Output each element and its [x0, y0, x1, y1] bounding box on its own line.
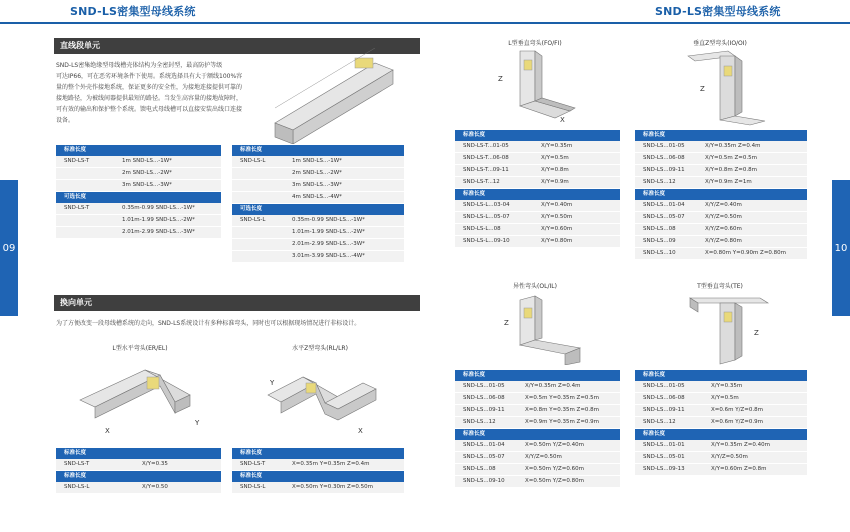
table-cell-model: SND-LS...12 — [643, 179, 676, 185]
caption-special-bend: 异性弯头(OL/IL) — [513, 283, 557, 290]
table-header: 标准长度 — [56, 448, 221, 459]
z-vertical-bend-illustration — [680, 46, 770, 126]
table-cell-size: X/Y/Z=0.50m — [525, 454, 562, 460]
table-cell-model: SND-LS...01-04 — [463, 442, 505, 448]
svg-text:Z: Z — [504, 319, 509, 327]
table-header: 可选长度 — [56, 192, 221, 203]
table-row — [455, 381, 620, 393]
table-row — [635, 381, 807, 393]
special-bend-illustration — [500, 290, 600, 365]
table-row — [232, 482, 404, 494]
table-cell-size: X=0.50m Y/Z=0.40m — [525, 442, 584, 448]
table-cell-size: X=0.50m Y/Z=0.60m — [525, 466, 584, 472]
t-vertical-bend-table — [635, 370, 807, 476]
z-vertical-bend-table — [635, 130, 807, 260]
table-cell-size: 2.01m-2.99 SND-LS...-3W* — [292, 241, 365, 247]
table-row — [455, 177, 620, 189]
l-vertical-bend-illustration — [490, 46, 580, 124]
table-cell-size: X=0.50m Y/Z=0.80m — [525, 478, 584, 484]
table-header: 标准长度 — [232, 471, 404, 482]
table-row — [455, 236, 620, 248]
table-cell-size: 1.01m-1.99 SND-LS...-2W* — [122, 217, 195, 223]
table-cell-size: X=0.5m Y=0.35m Z=0.5m — [525, 395, 600, 401]
table-cell-size: X/Y=0.50m — [541, 214, 573, 220]
table-row — [232, 239, 404, 251]
table-row — [635, 177, 807, 189]
table-cell-model: SND-LS...12 — [643, 419, 676, 425]
table-cell-size: X/Y=0.35m Z=0.40m — [711, 442, 770, 448]
table-cell-size: 4m SND-LS...-4W* — [292, 194, 342, 200]
table-cell-model — [232, 251, 292, 262]
table-cell-model: SND-LS-T...12 — [463, 179, 500, 185]
table-row — [232, 168, 404, 180]
l-bend-length-table — [56, 448, 221, 494]
table-row — [635, 236, 807, 248]
table-row — [455, 212, 620, 224]
table-cell-model: SND-LS...06-08 — [463, 395, 505, 401]
table-header: 标准长度 — [635, 370, 807, 381]
table-cell-model: SND-LS...10 — [643, 250, 676, 256]
table-header: 标准长度 — [455, 130, 620, 141]
section-title-bend: 换向单元 — [54, 295, 420, 311]
table-row — [455, 153, 620, 165]
table-cell-size: 2m SND-LS...-2W* — [292, 170, 342, 176]
table-cell-model: SND-LS...09-11 — [463, 407, 505, 413]
table-cell-size: X/Y=0.5m — [711, 395, 739, 401]
table-header: 标准长度 — [635, 189, 807, 200]
table-cell-size: 0.35m-0.99 SND-LS...-1W* — [122, 205, 195, 211]
table-cell-size: X=0.6m Y/Z=0.9m — [711, 419, 763, 425]
table-header: 标准长度 — [56, 471, 221, 482]
table-row — [56, 459, 221, 471]
table-row — [635, 153, 807, 165]
left-header-rule — [0, 0, 425, 24]
caption-z-horizontal-bend: 水平Z型弯头(RL/LR) — [292, 345, 348, 352]
table-row — [56, 215, 221, 227]
caption-z-vertical-bend: 垂直Z型弯头(IO/OI) — [693, 40, 747, 47]
table-cell-model: SND-LS...01-05 — [643, 383, 685, 389]
caption-l-vertical-bend: L型垂直弯头(FO/FI) — [508, 40, 562, 47]
table-cell-size: X/Y/Z=0.80m — [705, 238, 742, 244]
table-cell-model: SND-LS-T...06-08 — [463, 155, 509, 161]
table-cell-size: X/Y/Z=0.60m — [705, 226, 742, 232]
table-row — [635, 212, 807, 224]
table-cell-size: X/Y=0.8m Z=0.8m — [705, 167, 757, 173]
table-row — [635, 200, 807, 212]
z-horizontal-bend-illustration — [258, 355, 393, 440]
svg-text:Z: Z — [498, 75, 503, 83]
table-header: 标准长度 — [56, 145, 221, 156]
l-vertical-bend-table — [455, 130, 620, 248]
table-cell-model — [232, 239, 292, 250]
table-cell-model: SND-LS-L — [64, 484, 90, 490]
table-row — [455, 165, 620, 177]
table-cell-size: X/Y=0.40m — [541, 202, 573, 208]
table-cell-model: SND-LS...12 — [463, 419, 496, 425]
right-page — [425, 0, 850, 532]
page-number-tab: 09 — [0, 180, 18, 316]
table-cell-size: X/Y=0.5m — [541, 155, 569, 161]
table-cell-size: X/Y=0.9m — [541, 179, 569, 185]
table-cell-model: SND-LS-T — [240, 461, 266, 467]
table-row — [56, 156, 221, 168]
table-header: 标准长度 — [455, 370, 620, 381]
table-row — [56, 482, 221, 494]
table-cell-model: SND-LS...09-10 — [463, 478, 505, 484]
table-cell-size: X=0.8m Y=0.35m Z=0.8m — [525, 407, 600, 413]
table-cell-model — [56, 215, 122, 226]
table-row — [56, 227, 221, 239]
table-cell-size: 1.01m-1.99 SND-LS...-2W* — [292, 229, 365, 235]
table-cell-model — [232, 168, 292, 179]
table-cell-model — [232, 180, 292, 191]
table-cell-size: X/Y=0.35m — [541, 143, 573, 149]
z-bend-length-table — [232, 448, 404, 494]
table-cell-model — [232, 192, 292, 203]
table-row — [455, 200, 620, 212]
table-row — [455, 464, 620, 476]
table-cell-size: 1m SND-LS...-1W* — [292, 158, 342, 164]
table-cell-size: X/Y=0.60m — [541, 226, 573, 232]
svg-text:Y: Y — [270, 379, 275, 387]
table-cell-model: SND-LS...09 — [643, 238, 676, 244]
table-cell-model — [56, 227, 122, 238]
table-cell-size: X/Y=0.50 — [142, 484, 168, 490]
t-vertical-bend-illustration — [680, 290, 780, 365]
table-cell-size: X=0.50m Y=0.30m Z=0.50m — [292, 484, 374, 490]
table-row — [635, 464, 807, 476]
table-cell-model: SND-LS...08 — [463, 466, 496, 472]
table-header: 标准长度 — [455, 189, 620, 200]
table-cell-size: 3.01m-3.99 SND-LS...-4W* — [292, 253, 365, 259]
straight-busbar-illustration — [265, 48, 405, 144]
table-header: 标准长度 — [455, 429, 620, 440]
table-header: 标准长度 — [635, 429, 807, 440]
table-cell-model: SND-LS-T — [64, 461, 90, 467]
right-header-title: SND-LS密集型母线系统 — [655, 5, 781, 18]
caption-l-horizontal-bend: L型水平弯头(ER/EL) — [112, 345, 168, 352]
table-cell-size: 2.01m-2.99 SND-LS...-3W* — [122, 229, 195, 235]
table-cell-model: SND-LS-L — [240, 484, 266, 490]
table-cell-size: X/Y=0.60m Z=0.8m — [711, 466, 767, 472]
table-cell-size: 1m SND-LS...-1W* — [122, 158, 172, 164]
straight-length-table-l — [232, 145, 404, 263]
table-cell-model: SND-LS...05-07 — [643, 214, 685, 220]
table-cell-size: X/Y=0.80m — [541, 238, 573, 244]
table-cell-model: SND-LS-L...09-10 — [463, 238, 510, 244]
l-horizontal-bend-illustration — [65, 355, 215, 440]
table-cell-model: SND-LS-L...03-04 — [463, 202, 510, 208]
table-row — [232, 251, 404, 263]
svg-text:X: X — [105, 427, 110, 435]
table-cell-size: 2m SND-LS...-2W* — [122, 170, 172, 176]
table-row — [635, 248, 807, 260]
table-row — [455, 476, 620, 488]
table-row — [455, 224, 620, 236]
table-cell-size: X/Y=0.8m — [541, 167, 569, 173]
table-cell-size: X=0.80m Y=0.90m Z=0.80m — [705, 250, 787, 256]
table-cell-model: SND-LS...06-08 — [643, 155, 685, 161]
table-header: 标准长度 — [635, 130, 807, 141]
table-cell-model: SND-LS-T...09-11 — [463, 167, 509, 173]
table-row — [56, 168, 221, 180]
table-row — [635, 165, 807, 177]
table-row — [232, 180, 404, 192]
svg-text:Z: Z — [754, 329, 759, 337]
table-row — [455, 405, 620, 417]
svg-text:Y: Y — [195, 419, 200, 427]
table-cell-model: SND-LS...01-05 — [643, 143, 685, 149]
table-row — [455, 440, 620, 452]
table-row — [455, 452, 620, 464]
table-row — [232, 156, 404, 168]
svg-text:X: X — [358, 427, 363, 435]
straight-length-table-t — [56, 145, 221, 239]
table-cell-model: SND-LS...01-05 — [463, 383, 505, 389]
table-cell-size: X/Y=0.9m Z=1m — [705, 179, 752, 185]
table-row — [635, 405, 807, 417]
caption-t-vertical-bend: T型垂直弯头(TE) — [697, 283, 743, 290]
table-cell-model: SND-LS-L...08 — [463, 226, 501, 232]
table-header: 标准长度 — [232, 448, 404, 459]
table-cell-model: SND-LS...09-11 — [643, 167, 685, 173]
table-row — [232, 227, 404, 239]
table-cell-size: 3m SND-LS...-3W* — [292, 182, 342, 188]
table-cell-model: SND-LS-T...01-05 — [463, 143, 509, 149]
table-cell-model: SND-LS...08 — [643, 226, 676, 232]
table-cell-model — [56, 168, 122, 179]
table-cell-model — [56, 180, 122, 191]
table-cell-model: SND-LS...05-01 — [643, 454, 685, 460]
table-cell-size: 0.35m-0.99 SND-LS...-1W* — [292, 217, 365, 223]
table-cell-model: SND-LS-L — [240, 217, 266, 223]
table-cell-model: SND-LS-L — [240, 158, 266, 164]
table-row — [56, 203, 221, 215]
table-cell-model: SND-LS...01-04 — [643, 202, 685, 208]
table-row — [635, 393, 807, 405]
section-paragraph-straight: SND-LS密集绝缘型母线槽壳体结构为全密封型，最高防护等级 可达IP66，可在恶劣环境条件下使用。系统选择具有大于额线100%容 量的整个外壳作接地系统，保证更多的安全性，为接地连接提供可靠的 接地路径，为被线间器提供最短的路径。当发生高容量的接地故障时， 可有效的输出和保护整个系统。馈电式母线槽可以直接安装出线口连接 设备。 — [56, 62, 243, 124]
page-number-tab: 10 — [832, 180, 850, 316]
table-cell-model: SND-LS...06-08 — [643, 395, 685, 401]
table-row — [455, 393, 620, 405]
svg-text:X: X — [560, 116, 565, 124]
table-header: 可选长度 — [232, 204, 404, 215]
table-row — [455, 417, 620, 429]
table-cell-size: X=0.35m Y=0.35m Z=0.4m — [292, 461, 370, 467]
table-cell-size: X/Y=0.35 — [142, 461, 168, 467]
table-cell-size: X=0.6m Y/Z=0.8m — [711, 407, 763, 413]
table-row — [56, 180, 221, 192]
table-cell-size: X/Y=0.5m Z=0.5m — [705, 155, 757, 161]
svg-text:Z: Z — [700, 85, 705, 93]
table-cell-model: SND-LS-T — [64, 205, 90, 211]
table-cell-model: SND-LS...05-07 — [463, 454, 505, 460]
table-row — [635, 440, 807, 452]
section-title-straight: 直线段单元 — [54, 38, 420, 54]
table-cell-size: X/Y/Z=0.40m — [705, 202, 742, 208]
table-row — [635, 141, 807, 153]
table-row — [232, 215, 404, 227]
table-cell-model: SND-LS...01-01 — [643, 442, 685, 448]
table-row — [635, 417, 807, 429]
table-cell-size: X=0.9m Y=0.35m Z=0.9m — [525, 419, 600, 425]
left-header-title: SND-LS密集型母线系统 — [70, 5, 196, 18]
table-cell-model: SND-LS...09-11 — [643, 407, 685, 413]
special-bend-table — [455, 370, 620, 488]
table-row — [455, 141, 620, 153]
table-cell-model: SND-LS...09-13 — [643, 466, 685, 472]
table-cell-model: SND-LS-L...05-07 — [463, 214, 510, 220]
table-cell-size: X/Y/Z=0.50m — [711, 454, 748, 460]
table-cell-size: X/Y=0.35m — [711, 383, 743, 389]
table-row — [635, 452, 807, 464]
right-header-rule — [425, 0, 850, 24]
table-header: 标准长度 — [232, 145, 404, 156]
table-cell-size: 3m SND-LS...-3W* — [122, 182, 172, 188]
section-paragraph-bend: 为了方便改变一段母线槽系统的走向，SND-LS系统设计有多种标准弯头，同时也可以根据现场情况进行非标设计。 — [56, 320, 361, 327]
table-cell-size: X/Y/Z=0.50m — [705, 214, 742, 220]
table-row — [232, 459, 404, 471]
table-row — [232, 192, 404, 204]
table-cell-size: X/Y=0.35m Z=0.4m — [525, 383, 581, 389]
table-row — [635, 224, 807, 236]
table-cell-size: X/Y=0.35m Z=0.4m — [705, 143, 761, 149]
table-cell-model — [232, 227, 292, 238]
table-cell-model: SND-LS-T — [64, 158, 90, 164]
